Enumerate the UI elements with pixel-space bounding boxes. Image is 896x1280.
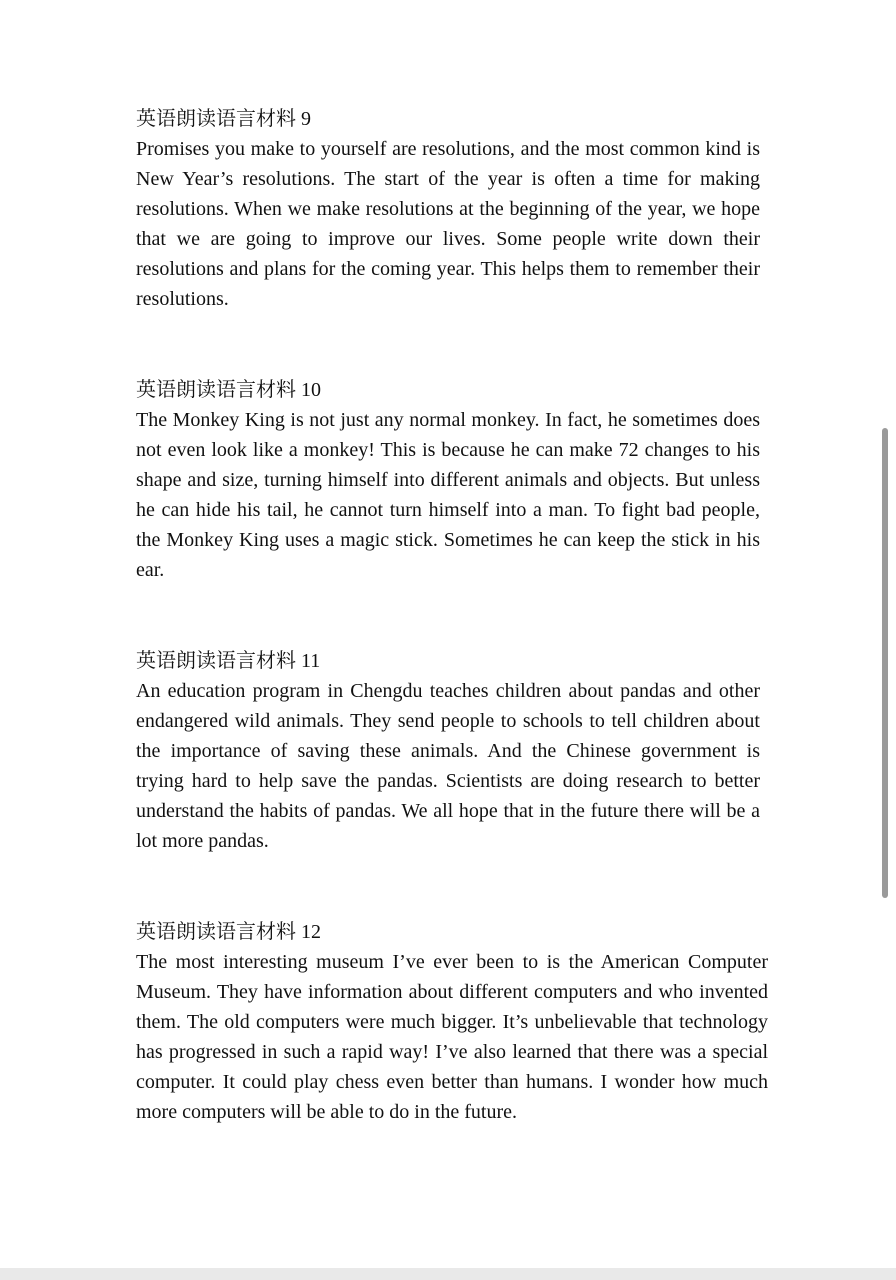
section-body: Promises you make to yourself are resolutions, and the most common kind is New Year’s resolutions. The start of the year is often a time for making resolutions. When we make resolutions at the beginning of the year, we hope that we are going to improve our lives. Some people write down their resolutions and plans for the coming year. This helps them to remember their resolutions. [136,138,760,310]
section-body: An education program in Chengdu teaches children about pandas and other endangered wild animals. They send people to schools to tell children about the importance of saving these animals. And the Chinese government is trying hard to help save the pandas. Scientists are doing research to better understand the habits of pandas. We all hope that in the future there will be a lot more pandas. [136,680,760,852]
vertical-scrollbar[interactable] [882,428,888,898]
reading-section-9 [136,104,760,314]
section-heading: 英语朗读语言材料 11 [136,650,321,672]
section-heading: 英语朗读语言材料 12 [136,921,321,943]
section-body: The most interesting museum I’ve ever been to is the American Computer Museum. They have information about different computers and who invented them. The old computers were much bigger. It’s unbelievable that technology has progressed in such a rapid way! I’ve also learned that there was a special computer. It could play chess even better than humans. I wonder how much more computers will be able to do in the future. [136,951,768,1123]
reading-section-11 [136,646,760,856]
section-body: The Monkey King is not just any normal monkey. In fact, he sometimes does not even look like a monkey! This is because he can make 72 changes to his shape and size, turning himself into different animals and objects. But unless he can hide his tail, he cannot turn himself into a man. To fight bad people, the Monkey King uses a magic stick. Sometimes he can keep the stick in his ear. [136,409,760,581]
reading-section-10 [136,375,760,585]
section-heading: 英语朗读语言材料 9 [136,108,311,130]
section-heading: 英语朗读语言材料 10 [136,379,321,401]
document-content [136,104,768,1127]
page-bottom-edge [0,1268,896,1280]
reading-section-12 [136,917,768,1127]
